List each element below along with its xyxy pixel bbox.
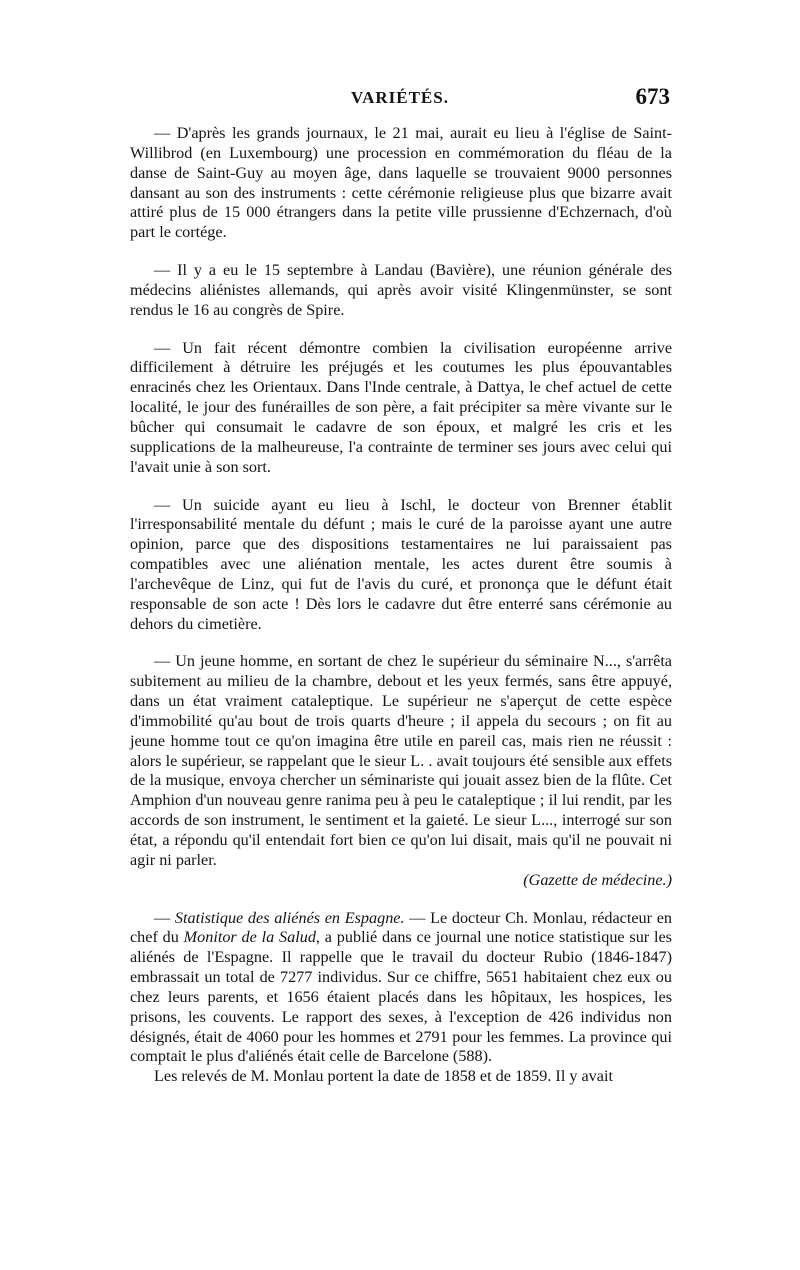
- journal-title: Monitor de la Salud: [183, 928, 316, 947]
- paragraph-dash: —: [154, 908, 175, 927]
- body-text: [130, 124, 672, 1087]
- paragraph-seminary-catalepsy: — Un jeune homme, en sortant de chez le supérieur du séminaire N..., s'arrêta subitement au milieu de la chambre, debout et les yeux fermés, sans être appuyé, dans un état vraiment cataleptique. Le supérieur ne s'aperçut de cette espèce d'immobilité qu'au bout de trois quarts d'heure ; il appela du secours ; on fit au jeune homme tout ce qu'on imagina être utile en pareil cas, mais rien ne réussit : alors le supérieur, se rappelant que le sieur L. . avait toujours été sensible aux effets de la musique, envoya chercher un séminariste qui jouait assez bien de la flûte. Cet Amphion d'un nouveau genre ranima peu à peu le cataleptique ; il lui rendit, par les accords de son instrument, le sentiment et la gaieté. Le sieur L..., interrogé sur son état, a répondu qu'il entendait fort bien ce qu'on lui disait, mais qu'il ne pouvait ni agir ni parler.: [130, 652, 672, 869]
- page-number: 673: [635, 84, 670, 109]
- running-title: VARIÉTÉS.: [351, 88, 449, 107]
- paragraph-landau-meeting: — Il y a eu le 15 septembre à Landau (Bavière), une réunion générale des médecins aliénistes allemands, qui après avoir visité Klingenmünster, se sont rendus le 16 au congrès de Spire.: [130, 261, 672, 319]
- paragraph-text: — Le docteur Ch. Monlau, rédacteur en chef du: [130, 908, 672, 947]
- paragraph-text: , a publié dans ce journal une notice statistique sur les aliénés de l'Espagne. Il rappelle que le travail du docteur Rubio (1846-1847) embrassait un total de 7277 individus. Sur ce chiffre, 5651 habitaient chez eux ou chez leurs parents, et 1656 étaient placés dans les hôpitaux, les hospices, les prisons, les couvents. Le rapport des sexes, à l'exception de 426 individus non désignés, était de 4060 pour les hommes et 2791 pour les femmes. La province qui comptait le plus d'aliénés était celle de Barcelone (588).: [130, 928, 672, 1066]
- paragraph-dattya: — Un fait récent démontre combien la civilisation européenne arrive difficilement à détruire les préjugés et les coutumes les plus épouvantables enracinés chez les Orientaux. Dans l'Inde centrale, à Dattya, le chef actuel de cette localité, le jour des funérailles de son père, a fait précipiter sa mère vivante sur le bûcher qui consumait le cadavre de son époux, et malgré les cris et les supplications de la malheureuse, l'a contrainte de terminer ses jours avec celui qui l'avait unie à son sort.: [130, 338, 672, 476]
- section-lead-title: Statistique des aliénés en Espagne.: [174, 908, 405, 927]
- paragraph-procession: — D'après les grands journaux, le 21 mai, aurait eu lieu à l'église de Saint-Willibrod (en Luxembourg) une procession en commémoration du fléau de la danse de Saint-Guy au moyen âge, dans laquelle se trouvaient 9000 personnes dansant au son des instruments : cette cérémonie religieuse plus que bizarre avait attiré plus de 15 000 étrangers dans la petite ville prussienne d'Echzernach, d'où part le cortége.: [130, 124, 672, 242]
- paragraph-spain-statistics: [130, 909, 672, 1068]
- paragraph-ischl-suicide: — Un suicide ayant eu lieu à Ischl, le docteur von Brenner établit l'irresponsabilité mentale du défunt ; mais le curé de la paroisse ayant une autre opinion, parce que des dispositions testamentaires ne lui paraissaient pas compatibles avec une aliénation mentale, les actes durent être soumis à l'archevêque de Linz, qui fut de l'avis du curé, et prononça que le défunt était responsable de son acte ! Dès lors le cadavre dut être enterré sans cérémonie au dehors du cimetière.: [130, 495, 672, 633]
- citation-gazette: (Gazette de médecine.): [523, 870, 672, 889]
- running-head: [130, 84, 670, 118]
- paragraph-monlau-dates: Les relevés de M. Monlau portent la date de 1858 et de 1859. Il y avait: [154, 1067, 613, 1086]
